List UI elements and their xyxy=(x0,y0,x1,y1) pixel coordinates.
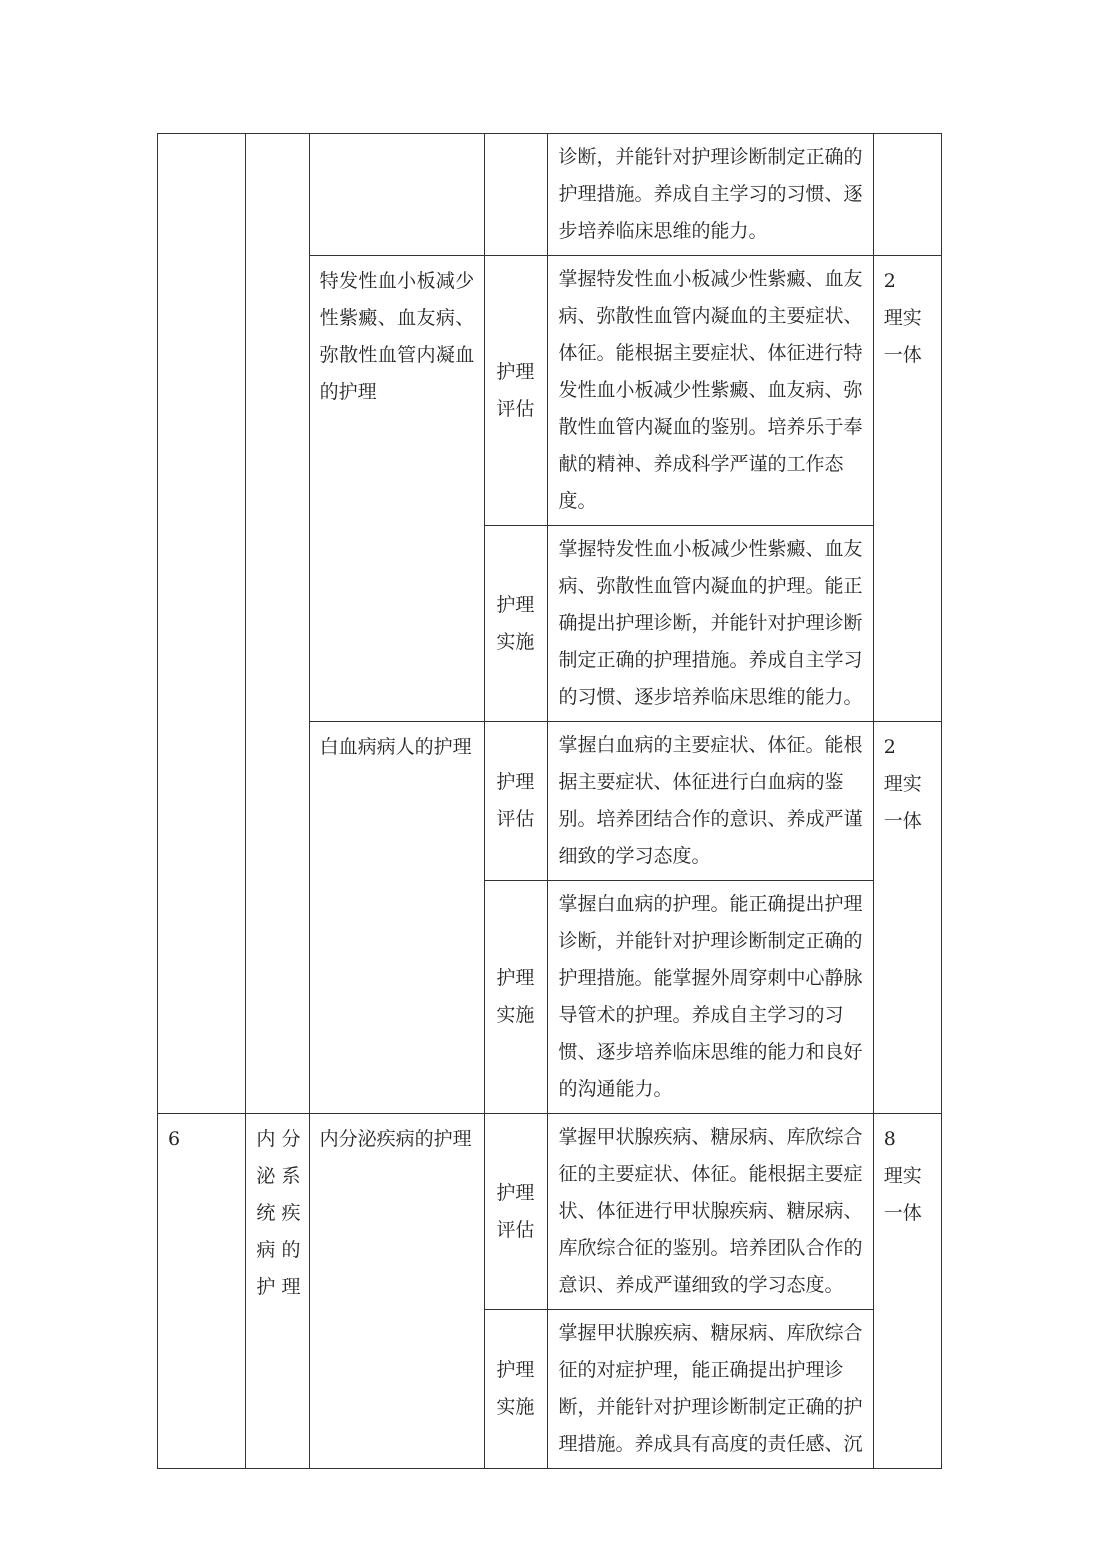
seq-number: 6 xyxy=(168,1128,181,1150)
task-text: 护理实施 xyxy=(496,967,535,1026)
hours-cell xyxy=(873,722,941,1114)
hours-value: 2 xyxy=(883,736,896,758)
task-cell xyxy=(485,722,548,881)
curriculum-table xyxy=(157,133,942,1469)
task-text: 护理评估 xyxy=(496,771,535,830)
task-cell xyxy=(485,1114,548,1310)
table-row xyxy=(158,1114,942,1310)
project-cell-blank xyxy=(309,134,485,256)
requirement-cell xyxy=(548,1114,873,1310)
hours-cell xyxy=(873,1114,941,1469)
unit-cell xyxy=(246,1114,309,1469)
task-text: 护理实施 xyxy=(496,1359,535,1418)
requirement-text: 掌握白血病的护理。能正确提出护理诊断，并能针对护理诊断制定正确的护理措施。能掌握外周穿刺中心静脉导管术的护理。养成自主学习的习惯、逐步培养临床思维的能力和良好的沟通能力。 xyxy=(558,893,863,1100)
task-text: 护理实施 xyxy=(496,593,535,653)
requirement-text: 掌握特发性血小板减少性紫癜、血友病、弥散性血管内凝血的护理。能正确提出护理诊断，并能针对护理诊断制定正确的护理措施。养成自主学习的习惯、逐步培养临床思维的能力。 xyxy=(558,538,863,708)
task-cell xyxy=(485,526,548,722)
requirement-cell xyxy=(548,256,873,526)
task-cell xyxy=(485,881,548,1114)
hours-cell xyxy=(873,256,941,722)
teaching-mode: 理实一体 xyxy=(883,307,922,366)
hours-cell-blank xyxy=(873,134,941,256)
seq-cell xyxy=(158,1114,246,1469)
task-cell-blank xyxy=(485,134,548,256)
teaching-mode: 理实一体 xyxy=(883,1165,922,1224)
unit-text: 内分泌系统疾病的护理 xyxy=(256,1128,301,1298)
requirement-cell xyxy=(548,526,873,722)
table-row xyxy=(158,134,942,256)
requirement-text: 诊断，并能针对护理诊断制定正确的护理措施。养成自主学习的习惯、逐步培养临床思维的能力。 xyxy=(558,146,863,242)
requirement-text: 掌握甲状腺疾病、糖尿病、库欣综合征的主要症状、体征。能根据主要症状、体征进行甲状腺疾病、糖尿病、库欣综合征的鉴别。培养团队合作的意识、养成严谨细致的学习态度。 xyxy=(558,1126,863,1296)
hours-value: 8 xyxy=(883,1128,896,1150)
task-cell xyxy=(485,256,548,526)
seq-cell-blank xyxy=(158,134,246,1114)
requirement-text: 掌握甲状腺疾病、糖尿病、库欣综合征的对症护理，能正确提出护理诊断，并能针对护理诊断制定正确的护理措施。养成具有高度的责任感、沉 xyxy=(558,1322,863,1455)
requirement-cell xyxy=(548,722,873,881)
unit-cell-blank xyxy=(246,134,309,1114)
requirement-cell xyxy=(548,134,873,256)
requirement-text: 掌握特发性血小板减少性紫癜、血友病、弥散性血管内凝血的主要症状、体征。能根据主要症状、体征进行特发性血小板减少性紫癜、血友病、弥散性血管内凝血的鉴别。培养乐于奉献的精神、养成科学严谨的工作态度。 xyxy=(558,268,863,512)
task-text: 护理评估 xyxy=(496,360,535,420)
requirement-cell xyxy=(548,881,873,1114)
project-cell xyxy=(309,1114,485,1469)
task-text: 护理评估 xyxy=(496,1181,535,1241)
project-cell xyxy=(309,722,485,1114)
project-text: 特发性血小板减少性紫癜、血友病、弥散性血管内凝血的护理 xyxy=(319,270,475,403)
requirement-cell xyxy=(548,1310,873,1469)
hours-value: 2 xyxy=(883,270,896,292)
requirement-text: 掌握白血病的主要症状、体征。能根据主要症状、体征进行白血病的鉴别。培养团结合作的意识、养成严谨细致的学习态度。 xyxy=(558,734,863,867)
task-cell xyxy=(485,1310,548,1469)
project-text: 白血病病人的护理 xyxy=(319,736,472,758)
project-cell xyxy=(309,256,485,722)
teaching-mode: 理实一体 xyxy=(883,773,922,832)
project-text: 内分泌疾病的护理 xyxy=(319,1128,472,1150)
